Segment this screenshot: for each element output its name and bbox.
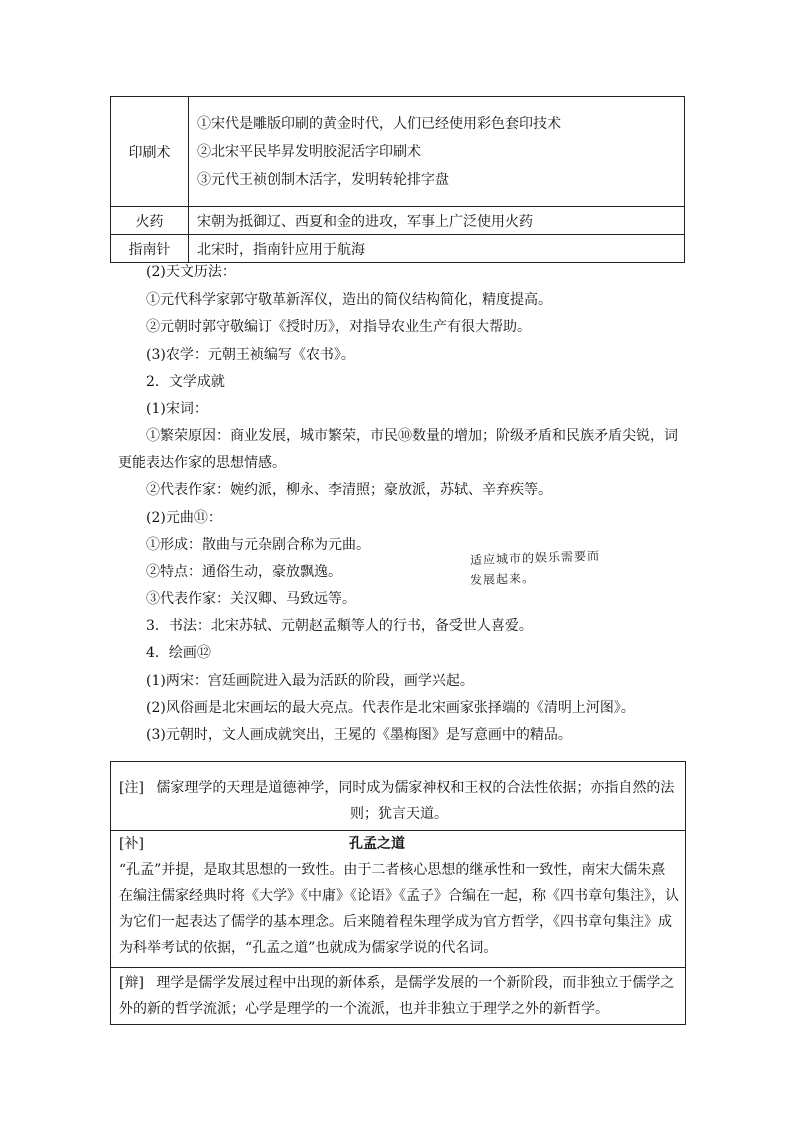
body-line: ①繁荣原因：商业发展，城市繁荣，市民⑩数量的增加；阶级矛盾和民族矛盾尖锐，词	[146, 428, 678, 444]
body-line: (1)两宋：宫廷画院进入最为活跃的阶段，画学兴起。	[146, 673, 474, 689]
divider	[111, 830, 685, 831]
handwritten-note	[470, 548, 600, 588]
tech-table	[110, 96, 685, 263]
divider	[111, 967, 685, 968]
body-line: (2)风俗画是北宋画坛的最大亮点。代表作是北宋画家张择端的《清明上河图》。	[146, 700, 635, 716]
section-heading: 4．绘画⑫	[146, 645, 211, 661]
body-line: (1)宋词：	[146, 401, 208, 417]
tech-name-gunpowder: 火药	[111, 207, 189, 235]
print-item-1: ①宋代是雕版印刷的黄金时代，人们已经使用彩色套印技术	[197, 115, 561, 132]
body-line: (3)元朝时，文人画成就突出，王冕的《墨梅图》是写意画中的精品。	[146, 727, 572, 743]
body-line: ①元代科学家郭守敬革新浑仪，造出的简仪结构简化，精度提高。	[146, 292, 552, 308]
tech-name-print: 印刷术	[111, 97, 189, 207]
body-line: ②元朝时郭守敬编订《授时历》，对指导农业生产有很大帮助。	[146, 319, 531, 335]
note-bu-title: 孔孟之道	[349, 836, 405, 852]
body-line: ②特点：通俗生动，豪放飘逸。	[146, 564, 342, 580]
note-zhu-text-2: 则；犹言天道。	[350, 806, 448, 822]
handwritten-note-line-1: 适应城市的娱乐需要而	[469, 548, 601, 568]
table-row-print	[111, 97, 685, 207]
body-line: (2)天文历法：	[146, 264, 236, 280]
table-row-gunpowder	[111, 207, 685, 235]
notes-box	[110, 761, 686, 1025]
note-bu-line: 为它们一起表达了儒学的基本理念。后来随着程朱理学成为官方哲学，《四书章句集注》成	[119, 914, 672, 930]
body-line: (3)农学：元朝王祯编写《农书》。	[146, 347, 355, 363]
note-tag-zhu: [注]	[119, 780, 144, 796]
print-item-2: ②北宋平民毕昇发明胶泥活字印刷术	[197, 143, 421, 160]
note-zhu-text: 儒家理学的天理是道德神学，同时成为儒家神权和王权的合法性依据；亦指自然的法	[156, 780, 675, 796]
tech-desc-print	[189, 97, 685, 207]
print-item-3: ③元代王祯创制木活字，发明转轮排字盘	[197, 171, 449, 188]
note-bu-line: “孔孟”并提，是取其思想的一致性。由于二者核心思想的继承性和一致性，南宋大儒朱熹	[119, 862, 666, 878]
handwritten-note-line-2: 发展起来。	[469, 571, 536, 588]
section-heading: 3．书法：北宋苏轼、元朝赵孟頫等人的行书，备受世人喜爱。	[146, 618, 533, 634]
note-bian	[119, 973, 679, 1019]
table-row-compass	[111, 235, 685, 263]
note-tag-bu: [补]	[119, 836, 144, 852]
tech-desc-gunpowder: 宋朝为抵御辽、西夏和金的进攻，军事上广泛使用火药	[189, 207, 685, 235]
note-bu	[119, 834, 679, 961]
tech-desc-compass: 北宋时，指南针应用于航海	[189, 235, 685, 263]
note-bu-line: 在编注儒家经典时将《大学》《中庸》《论语》《孟子》合编在一起，称《四书章句集注》，认	[119, 888, 679, 904]
body-line: (2)元曲⑪：	[146, 510, 222, 526]
section-heading: 2．文学成就	[146, 374, 225, 390]
body-line: ③代表作家：关汉卿、马致远等。	[146, 591, 356, 607]
note-bu-line: 为科举考试的依据，“孔孟之道”也就成为儒家学说的代名词。	[119, 940, 498, 956]
note-bian-text-2: 外的新的哲学流派；心学是理学的一个流派，也并非独立于理学之外的新哲学。	[119, 1001, 609, 1017]
body-line: ①形成：散曲与元杂剧合称为元曲。	[146, 537, 370, 553]
tech-name-compass: 指南针	[111, 235, 189, 263]
note-tag-bian: [辩]	[119, 975, 144, 991]
note-zhu	[119, 778, 679, 824]
body-line: 更能表达作家的思想情感。	[118, 455, 286, 471]
body-line: ②代表作家：婉约派，柳永、李清照；豪放派，苏轼、辛弃疾等。	[146, 482, 552, 498]
note-bian-text: 理学是儒学发展过程中出现的新体系，是儒学发展的一个新阶段，而非独立于儒学之	[156, 975, 675, 991]
